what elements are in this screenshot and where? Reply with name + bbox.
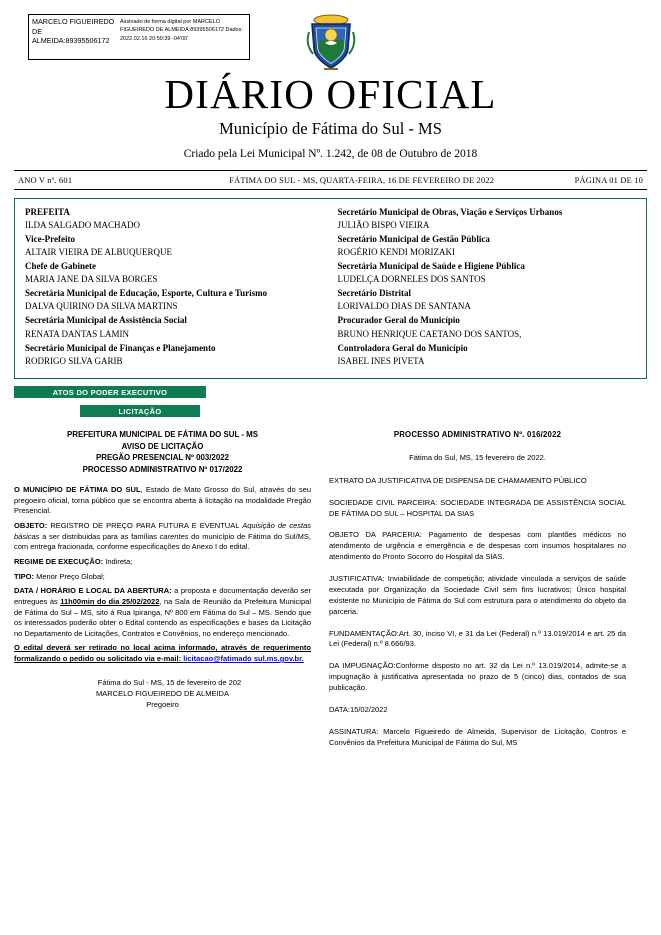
official-name: ILDA SALGADO MACHADO — [25, 220, 141, 231]
official-name: BRUNO HENRIQUE CAETANO DOS SANTOS, — [337, 328, 522, 339]
notice-heading-line: PREGÃO PRESENCIAL Nº 003/2022 — [96, 453, 229, 463]
masthead-law: Criado pela Lei Municipal Nº. 1.242, de 08 de Outubro de 2018 — [183, 148, 478, 161]
official-name: JULIÃO BISPO VIEIRA — [337, 220, 430, 231]
process-paragraph: SOCIEDADE CIVIL PARCEIRA: SOCIEDADE INTEGRADA DE ASSISTÊNCIA SOCIAL DE FÁTIMA DO SUL – HOSPITAL DA SIAS — [329, 497, 626, 518]
text-run: O MUNICÍPIO DE FÁTIMA DO SUL — [14, 485, 141, 495]
text-run: Indireta; — [103, 556, 133, 566]
officials-box — [14, 198, 647, 379]
edition-year-number: ANO V nº. 601 — [18, 175, 73, 185]
page-title: DIÁRIO OFICIAL — [164, 71, 497, 117]
official-entry — [338, 314, 637, 340]
official-entry — [338, 342, 637, 368]
process-paragraph: FUNDAMENTAÇÃO:Art. 30, inciso VI, e 31 da Lei (Federal) n.º 13.019/2014 e art. 25 da Lei (Federal) n.º 8.666/93. — [329, 628, 626, 649]
text-run: , na Sala de Reunião da Prefeitura Municipal de Fátima do Sul – MS, sito á Rua Ipiranga, Nº 800 em Fátima do Sul – MS. Sendo que os interessados poderão obter o Edital contendo as especificações e bases da Licitação no Departamento de Licitações, Contratos e Convênios, no endereço mencionado. — [14, 596, 311, 638]
process-paragraph: JUSTIFICATIVA: Inviabilidade de competição; atividade vinculada a serviços de saúde executada por Organização da Sociedade Civil sem fins lucrativos; Único hospital existente no Município de Fátima do Sul com estrutura para o atendimento do objeto da parceria. — [329, 574, 626, 616]
officials-column-left — [25, 206, 324, 369]
notice-heading-line: AVISO DE LICITAÇÃO — [121, 441, 204, 451]
notice-heading-line: PREFEITURA MUNICIPAL DE FÁTIMA DO SUL - MS — [67, 429, 258, 439]
official-entry — [25, 314, 324, 340]
official-entry — [25, 233, 324, 259]
text-run: Aquisição de cestas básicas — [14, 521, 311, 541]
notice-paragraph — [14, 485, 311, 517]
official-role: Secretário Municipal de Finanças e Planejamento — [25, 342, 216, 353]
signature-signer: MARCELO FIGUEIREDO DE ALMEIDA:89395506172 — [32, 17, 115, 45]
administrative-process-body — [329, 476, 626, 749]
digital-signature-stamp — [28, 14, 250, 60]
official-role: Secretário Municipal de Obras, Viação e Serviços Urbanos — [337, 207, 563, 218]
section-bar-bidding: LICITAÇÃO — [80, 405, 200, 417]
notice-paragraph — [14, 586, 311, 639]
officials-column-right — [338, 206, 637, 369]
official-entry — [25, 287, 324, 313]
official-role: Controladora Geral do Município — [337, 342, 468, 353]
signature-role: Pregoeiro — [146, 700, 179, 710]
official-name: LUDELÇA DORNELES DOS SANTOS — [337, 274, 486, 285]
body-columns — [14, 429, 647, 760]
official-role: Vice-Prefeito — [25, 234, 75, 245]
official-entry — [338, 287, 637, 313]
text-run: carentes — [159, 531, 189, 541]
page-counter: PÁGINA 01 DE 10 — [574, 175, 643, 185]
notice-signature — [14, 677, 311, 711]
process-paragraph: OBJETO DA PARCERIA: Pagamento de despesas com plantões médicos no atendimento de urgência e emergência e de despesas com insumos hospitalares no atendimento do Pronto Socorro do Hospital da SIAS. — [329, 530, 626, 562]
official-role: Secretário Municipal de Gestão Pública — [337, 234, 490, 245]
text-run: . — [301, 654, 304, 664]
email-link[interactable]: licitacao@fatimado sul.ms.gov.br — [183, 654, 302, 664]
official-name: DALVA QUIRINO DA SILVA MARTINS — [25, 301, 178, 312]
section-bar-row-executive — [14, 386, 647, 398]
official-entry — [338, 233, 637, 259]
official-name: MARIA JANE DA SILVA BORGES — [25, 274, 158, 285]
text-run: O edital deverá ser retirado no local acima informado, através de requerimento formalizando o pedido ou solicitado via e-mail: — [14, 643, 311, 664]
text-run: OBJETO: — [14, 521, 48, 531]
masthead — [14, 72, 647, 160]
edition-info-bar — [14, 170, 647, 190]
signature-place-date: Fátima do Sul - MS, 15 de fevereiro de 202 — [97, 677, 242, 687]
process-paragraph: ASSINATURA: Marcelo Figueiredo de Almeida, Supervisor de Licitação, Contros e Convênios da Prefeitura Municipal de Fátima do Sul, MS — [329, 726, 626, 747]
official-name: ROGÉRIO KENDI MORIZAKI — [337, 247, 455, 258]
text-run: DATA / HORÁRIO E LOCAL DA ABERTURA: — [14, 586, 172, 596]
edition-date: FÁTIMA DO SUL - MS, QUARTA-FEIRA, 16 DE FEVEREIRO DE 2022 — [229, 175, 495, 185]
column-right — [329, 429, 626, 760]
official-name: RENATA DANTAS LAMIN — [25, 328, 130, 339]
official-name: LORIVALDO DIAS DE SANTANA — [337, 301, 471, 312]
official-role: Secretária Municipal de Educação, Esporte, Cultura e Turismo — [25, 288, 268, 299]
text-run: REGISTRO DE PREÇO PARA FUTURA E EVENTUAL — [47, 521, 243, 531]
text-run: a ser distribuidas para as famílias — [39, 531, 160, 541]
official-role: Procurador Geral do Município — [337, 315, 460, 326]
administrative-process-date: Fátima do Sul, MS, 15 fevereiro de 2022. — [409, 452, 546, 462]
official-name: ISABEL INES PIVETA — [337, 355, 425, 366]
notice-heading-line: PROCESSO ADMINISTRATIVO Nº 017/2022 — [82, 465, 243, 475]
text-run: REGIME DE EXECUÇÃO: — [14, 556, 104, 566]
process-paragraph: DATA:15/02/2022 — [329, 704, 388, 714]
official-role: Secretária Municipal de Assistência Social — [25, 315, 187, 326]
official-role: Chefe de Gabinete — [25, 261, 96, 272]
process-paragraph: DA IMPUGNAÇÃO:Conforme disposto no art. 32 da Lei n.º 13.019/2014, admite-se a impugnação à justificativa apresentada no prazo de 5 (cinco) dias, contados de sua publicação. — [329, 661, 626, 693]
official-entry — [25, 342, 324, 368]
process-paragraph: EXTRATO DA JUSTIFICATIVA DE DISPENSA DE CHAMAMENTO PÚBLICO — [329, 475, 587, 485]
coat-of-arms-icon — [304, 12, 358, 77]
masthead-municipality: Município de Fátima do Sul - MS — [219, 119, 442, 139]
signature-name: MARCELO FIGUEIREDO DE ALMEIDA — [96, 688, 229, 698]
text-run: , Estado de Mato Grosso do Sul, através do seu pregoeiro oficial, torna público que se encontra aberta à licitação na modalidade Pregão Presencial. — [14, 485, 311, 516]
official-role: Secretário Distrital — [337, 288, 412, 299]
notice-paragraph — [14, 643, 311, 664]
official-role: Secretária Municipal de Saúde e Higiene Pública — [337, 261, 525, 272]
administrative-process-title: PROCESSO ADMINISTRATIVO Nº. 016/2022 — [393, 429, 562, 439]
text-run: 11h00min do dia 25/02/2022 — [60, 596, 160, 606]
text-run: do município de Fátima do Sul/MS, com entrega fracionada, conforme especificações do Anexo I do edital. — [14, 531, 311, 552]
notice-paragraph — [14, 557, 311, 568]
notice-paragraph — [14, 521, 311, 553]
text-run: TIPO: — [14, 571, 34, 581]
column-left — [14, 429, 311, 760]
official-name: RODRIGO SILVA GARIB — [25, 355, 123, 366]
text-run: a proposta e documentação deverão ser entregues às — [14, 586, 311, 606]
notice-heading — [14, 429, 311, 476]
official-entry — [25, 260, 324, 286]
notice-body — [14, 485, 311, 665]
official-entry — [25, 206, 324, 232]
official-entry — [338, 260, 637, 286]
section-bar-executive-acts: ATOS DO PODER EXECUTIVO — [14, 386, 206, 398]
notice-paragraph — [14, 572, 311, 583]
official-name: ALTAIR VIEIRA DE ALBUQUERQUE — [25, 247, 173, 258]
official-role: PREFEITA — [25, 207, 70, 218]
section-bar-row-bidding — [14, 405, 647, 417]
official-entry — [338, 206, 637, 232]
text-run: Menor Preço Global; — [34, 571, 105, 581]
signature-details: Assinado de forma digital por MARCELO FIGUEIREDO DE ALMEIDA:89395506172 Dados: 2022.02.16 20:50:39 -04'00' — [120, 19, 243, 42]
